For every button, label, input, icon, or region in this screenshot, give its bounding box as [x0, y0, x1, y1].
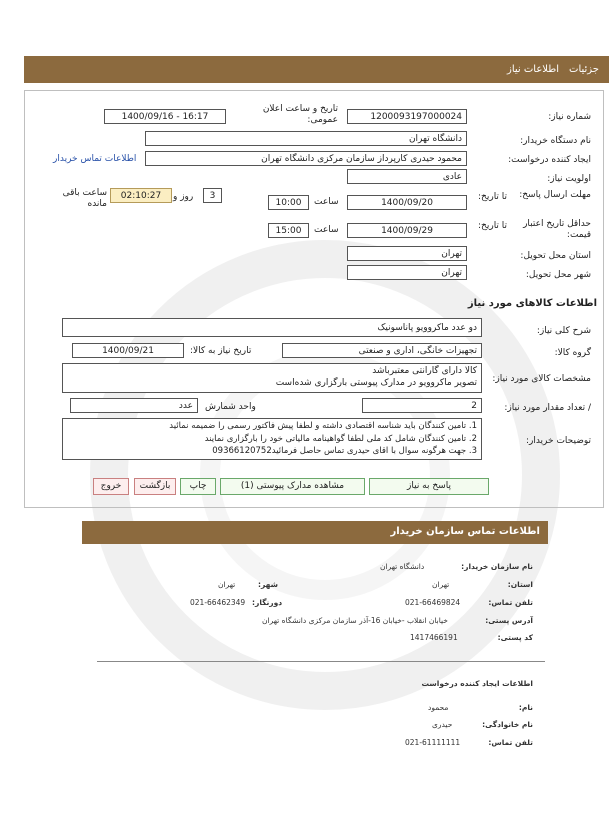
need-date-field: 1400/09/21	[72, 343, 184, 358]
contact-section-title: اطلاعات تماس سازمان خریدار	[82, 521, 548, 544]
price-valid-date-field: 1400/09/29	[347, 223, 467, 238]
unit-label: واحد شمارش	[205, 402, 256, 412]
contact-city-label: شهر:	[258, 580, 278, 589]
divider	[97, 661, 545, 662]
tab-details[interactable]: جزئیات	[569, 64, 599, 75]
creator-section-title: اطلاعات ایجاد کننده درخواست	[421, 679, 533, 688]
deadline-until-label: تا تاریخ:	[478, 192, 508, 202]
specs-field	[62, 363, 482, 393]
goods-section-title: اطلاعات کالاهای مورد نیاز	[467, 298, 597, 309]
contact-city-value: تهران	[218, 580, 236, 589]
goods-group-label: گروه کالا:	[554, 348, 591, 358]
need-number-label: شماره نیاز:	[548, 112, 591, 122]
priority-field: عادی	[347, 169, 467, 184]
qty-field: 2	[362, 398, 482, 413]
specs-line-2: تصویر ماکروویو در مدارک پیوستی بارگزاری شده‌است	[275, 378, 477, 388]
goods-desc-label: شرح کلی نیاز:	[536, 326, 591, 336]
city-field: تهران	[347, 265, 467, 280]
back-button[interactable]: بازگشت	[134, 478, 176, 495]
need-number-field: 1200093197000024	[347, 109, 467, 124]
goods-desc-field: دو عدد ماکروویو پاناسونیک	[62, 318, 482, 337]
specs-label: مشخصات کالای مورد نیاز:	[492, 374, 591, 384]
price-valid-label: حداقل تاریخ اعتبار قیمت:	[523, 219, 591, 240]
creator-first-name-value: محمود	[428, 703, 449, 712]
priority-label: اولویت نیاز:	[547, 174, 591, 184]
announce-label: تاریخ و ساعت اعلان عمومی:	[262, 104, 338, 125]
remaining-days-field: 3	[203, 188, 222, 203]
note-1: 1. تامین کنندگان باید شناسه اقتصادی داشته و لطفا پیش فاکتور رسمی را ضمیمه نمائید	[169, 421, 477, 431]
creator-last-name-value: حیدری	[432, 720, 453, 729]
unit-field: عدد	[70, 398, 198, 413]
contact-org-value: دانشگاه تهران	[380, 562, 425, 571]
price-valid-time-field: 15:00	[268, 223, 309, 238]
contact-address-label: آدرس پستی:	[485, 616, 533, 625]
print-button[interactable]: چاپ	[180, 478, 216, 495]
price-valid-time-label: ساعت	[314, 225, 339, 235]
creator-last-name-label: نام خانوادگی:	[482, 720, 533, 729]
creator-phone-label: تلفن تماس:	[488, 738, 533, 747]
creator-phone-value: 021-61111111	[405, 738, 461, 747]
creator-label: ایجاد کننده درخواست:	[508, 155, 591, 165]
attachments-button[interactable]: مشاهده مدارک پیوستی (1)	[220, 478, 365, 495]
specs-line-1: کالا دارای گارانتی معتبرباشد	[372, 366, 477, 376]
goods-group-field: تجهیزات خانگی، اداری و صنعتی	[282, 343, 482, 358]
contact-postal-value: 1417466191	[410, 633, 458, 642]
city-label: شهر محل تحویل:	[525, 270, 591, 280]
buyer-org-label: نام دستگاه خریدار:	[520, 136, 591, 146]
remaining-suffix-label: ساعت باقی مانده	[62, 188, 107, 209]
deadline-time-label: ساعت	[314, 197, 339, 207]
header-bar	[24, 56, 609, 83]
contact-postal-label: کد پستی:	[497, 633, 533, 642]
remaining-days-label: روز و	[173, 192, 194, 202]
qty-label: / تعداد مقدار مورد نیاز:	[504, 403, 591, 413]
deadline-label: مهلت ارسال پاسخ:	[519, 190, 591, 200]
buyer-notes-label: توضیحات خریدار:	[525, 436, 591, 446]
tab-need-info[interactable]: اطلاعات نیاز	[507, 64, 559, 75]
contact-province-value: تهران	[432, 580, 450, 589]
contact-org-label: نام سازمان خریدار:	[461, 562, 533, 571]
buyer-notes-field	[62, 418, 482, 460]
contact-phone-value: 021-66469824	[405, 598, 461, 607]
contact-fax-label: دورنگار:	[252, 598, 283, 607]
contact-address-value: خیابان انقلاب -خیابان 16-آذر سازمان مرکزی دانشگاه تهران	[262, 616, 448, 625]
note-3: 3. جهت هرگونه سوال با اقای حیدری تماس حاصل فرمائید09366120752	[212, 446, 477, 456]
buyer-contact-link[interactable]: اطلاعات تماس خریدار	[53, 154, 137, 164]
creator-field: محمود حیدری کارپرداز سازمان مرکزی دانشگاه تهران	[145, 151, 467, 166]
province-field: تهران	[347, 246, 467, 261]
remaining-time-field: 02:10:27	[110, 188, 172, 203]
reply-button[interactable]: پاسخ به نیاز	[369, 478, 489, 495]
contact-province-label: استان:	[507, 580, 533, 589]
province-label: استان محل تحویل:	[520, 251, 591, 261]
contact-fax-value: 021-66462349	[190, 598, 246, 607]
exit-button[interactable]: خروج	[93, 478, 129, 495]
note-2: 2. تامین کنندگان شامل کد ملی لطفا گواهینامه مالیاتی خود را بارگزاری نمایند	[204, 433, 477, 444]
need-date-label: تاریخ نیاز به کالا:	[190, 346, 252, 356]
price-valid-until-label: تا تاریخ:	[478, 221, 508, 231]
contact-phone-label: تلفن تماس:	[488, 598, 533, 607]
announce-field: 1400/09/16 - 16:17	[104, 109, 226, 124]
creator-first-name-label: نام:	[518, 703, 533, 712]
buyer-org-field: دانشگاه تهران	[145, 131, 467, 146]
deadline-time-field: 10:00	[268, 195, 309, 210]
deadline-date-field: 1400/09/20	[347, 195, 467, 210]
